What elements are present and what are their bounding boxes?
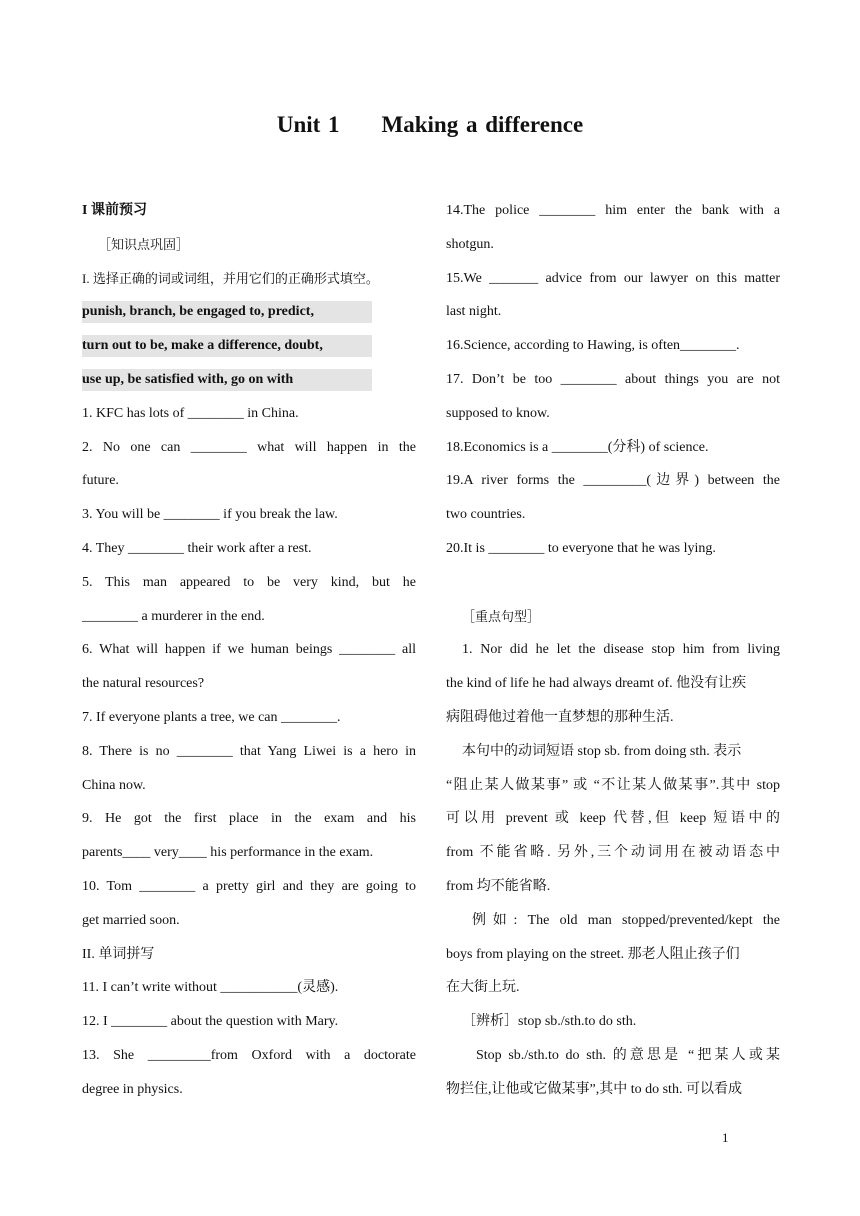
body-line: 可以用 prevent 或 keep 代替,但 keep 短语中的 xyxy=(446,811,780,827)
exercise-line: 2. No one can ________ what will happen in the xyxy=(82,439,416,455)
subsection-heading: ［知识点巩固］ xyxy=(98,236,190,252)
body-line: Stop sb./sth.to do sth. 的意思是 “把某人或某 xyxy=(476,1047,780,1063)
exercise-line: 16.Science, according to Hawing, is often________. xyxy=(446,338,740,354)
body-line: 本句中的动词短语 stop sb. from doing sth. 表示 xyxy=(462,743,742,759)
unit-title: Making a difference xyxy=(381,112,584,137)
exercise-line: 15.We _______ advice from our lawyer on this matter xyxy=(446,270,780,286)
exercise-line: 1. KFC has lots of ________ in China. xyxy=(82,405,299,421)
body-line: boys from playing on the street. 那老人阻止孩子们 xyxy=(446,946,740,962)
page-title xyxy=(0,112,860,138)
word-bank-line: turn out to be, make a difference, doubt, xyxy=(82,335,372,357)
subsection-heading: ［重点句型］ xyxy=(462,608,541,624)
exercise-line: 14.The police ________ him enter the bank with a xyxy=(446,203,780,218)
exercise-line: two countries. xyxy=(446,507,526,523)
exercise-line: shotgun. xyxy=(446,236,494,252)
exercise-line: get married soon. xyxy=(82,912,180,928)
body-line: from 均不能省略. xyxy=(446,878,551,894)
blank-line xyxy=(446,566,780,600)
body-line: the kind of life he had always dreamt of. 他没有让疾 xyxy=(446,676,747,692)
exercise-section-heading: II. 单词拼写 xyxy=(82,946,155,962)
exercise-line: 13. She _________from Oxford with a doctorate xyxy=(82,1047,416,1063)
exercise-line: supposed to know. xyxy=(446,405,550,421)
exercise-line: 12. I ________ about the question with Mary. xyxy=(82,1014,339,1030)
body-line: 在大街上玩. xyxy=(446,980,520,996)
body-line: ［辨析］stop sb./sth.to do sth. xyxy=(462,1014,637,1030)
exercise-line: 6. What will happen if we human beings ________ all xyxy=(82,642,416,658)
exercise-line: 5. This man appeared to be very kind, but he xyxy=(82,574,416,590)
exercise-line: 10. Tom ________ a pretty girl and they are going to xyxy=(82,878,416,894)
body-line: “阻止某人做某事” 或 “不让某人做某事”.其中 stop xyxy=(446,777,780,793)
exercise-line: 8. There is no ________ that Yang Liwei is a hero in xyxy=(82,743,416,759)
exercise-line: 17. Don’t be too ________ about things you are not xyxy=(446,371,780,387)
exercise-line: 20.It is ________ to everyone that he was lying. xyxy=(446,540,716,556)
exercise-line: the natural resources? xyxy=(82,676,205,692)
word-bank-line: punish, branch, be engaged to, predict, xyxy=(82,301,372,323)
body-line: from 不能省略. 另外,三个动词用在被动语态中 xyxy=(446,845,780,861)
exercise-line: ________ a murderer in the end. xyxy=(82,608,265,624)
exercise-line: degree in physics. xyxy=(82,1081,183,1097)
body-line: 1. Nor did he let the disease stop him from living xyxy=(462,642,780,658)
left-column xyxy=(82,194,416,1107)
section-heading: I 课前预习 xyxy=(82,203,147,218)
exercise-line: future. xyxy=(82,473,119,489)
body-line: 物拦住,让他或它做某事”,其中 to do sth. 可以看成 xyxy=(446,1081,742,1097)
body-line: 病阻碍他过着他一直梦想的那种生活. xyxy=(446,709,674,725)
exercise-line: China now. xyxy=(82,777,146,793)
body-line: 例如: The old man stopped/prevented/kept the xyxy=(472,912,780,928)
word-bank-line: use up, be satisfied with, go on with xyxy=(82,369,372,391)
exercise-line: 7. If everyone plants a tree, we can ________. xyxy=(82,709,341,725)
exercise-line: 4. They ________ their work after a rest. xyxy=(82,540,312,556)
exercise-line: 11. I can’t write without ___________(灵感). xyxy=(82,980,339,996)
exercise-line: last night. xyxy=(446,304,502,320)
exercise-line: 19.A river forms the _________(边界) between the xyxy=(446,473,780,489)
instruction: I. 选择正确的词或词组，并用它们的正确形式填空。 xyxy=(82,270,379,286)
right-column xyxy=(446,194,780,1107)
exercise-line: parents____ very____ his performance in the exam. xyxy=(82,845,374,861)
exercise-line: 9. He got the first place in the exam and his xyxy=(82,811,416,827)
exercise-line: 18.Economics is a ________(分科) of science. xyxy=(446,439,709,455)
exercise-line: 3. You will be ________ if you break the law. xyxy=(82,507,338,523)
page-number: 1 xyxy=(722,1130,729,1145)
unit-number: Unit 1 xyxy=(276,112,340,137)
